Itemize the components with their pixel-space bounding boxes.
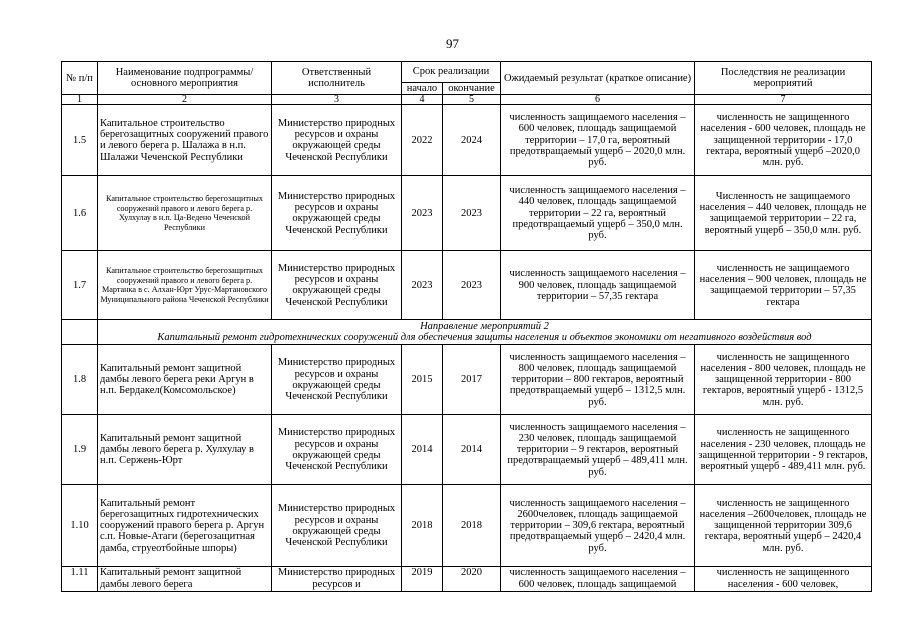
row-start: 2023 bbox=[402, 251, 443, 320]
row-start: 2023 bbox=[402, 176, 443, 251]
row-consequences: численность не защищенного населения - 600 человек, площадь не защищенной территории - 17,0 гектара, вероятный ущерб –2020,0 млн. руб. bbox=[695, 105, 872, 176]
table-row bbox=[62, 345, 872, 415]
row-result: численность защищаемого населения – 600 человек, площадь защищаемой bbox=[501, 567, 695, 592]
section-heading-cell bbox=[98, 320, 872, 345]
row-start: 2018 bbox=[402, 485, 443, 567]
row-num: 1.9 bbox=[62, 415, 98, 485]
header-num: № п/п bbox=[62, 62, 98, 95]
row-end: 2023 bbox=[443, 251, 501, 320]
row-end: 2020 bbox=[443, 567, 501, 592]
row-executor: Министерство природных ресурсов и охраны окружающей среды Чеченской Республики bbox=[272, 345, 402, 415]
column-index: 1 bbox=[62, 95, 98, 105]
column-index: 4 bbox=[402, 95, 443, 105]
row-end: 2017 bbox=[443, 345, 501, 415]
row-executor: Министерство природных ресурсов и охраны окружающей среды Чеченской Республики bbox=[272, 415, 402, 485]
table-row bbox=[62, 105, 872, 176]
row-num: 1.5 bbox=[62, 105, 98, 176]
row-name: Капитальный ремонт защитной дамбы левого берега bbox=[98, 567, 272, 592]
column-index: 5 bbox=[443, 95, 501, 105]
row-result: численность защищаемого населения – 440 человек, площадь защищаемой территории – 22 га, вероятный предотвращаемый ущерб – 350,0 млн. руб. bbox=[501, 176, 695, 251]
row-num: 1.10 bbox=[62, 485, 98, 567]
section-row bbox=[62, 320, 872, 345]
header-period: Срок реализации bbox=[402, 62, 501, 83]
row-name: Капитальное строительство берегозащитных сооружений правого и левого берега р. Шалажа в н.п. Шалажи Чеченской Республики bbox=[98, 105, 272, 176]
row-consequences: численность не защищенного населения - 230 человек, площадь не защищенной территории - 9 гектаров, вероятный ущерб - 489,411 млн. руб. bbox=[695, 415, 872, 485]
row-start: 2022 bbox=[402, 105, 443, 176]
row-name: Капитальное строительство берегозащитных сооружений правого и левого берега р. Хулхулау в н.п. Ца-Ведено Чеченской Республики bbox=[98, 176, 272, 251]
row-start: 2014 bbox=[402, 415, 443, 485]
column-index: 6 bbox=[501, 95, 695, 105]
row-result: численность защищаемого населения – 600 человек, площадь защищаемой территории – 17,0 га, вероятный предотвращаемый ущерб – 2020,0 млн. руб. bbox=[501, 105, 695, 176]
section-subtitle: Капитальный ремонт гидротехнических сооружений для обеспечения защиты населения и объектов экономики от негативного воздействия вод bbox=[157, 332, 812, 344]
row-num: 1.11 bbox=[62, 567, 98, 592]
header-consequences: Последствия не реализации мероприятий bbox=[695, 62, 872, 95]
row-num: 1.8 bbox=[62, 345, 98, 415]
row-executor: Министерство природных ресурсов и bbox=[272, 567, 402, 592]
header-executor: Ответственный исполнитель bbox=[272, 62, 402, 95]
header-result: Ожидаемый результат (краткое описание) bbox=[501, 62, 695, 95]
column-index: 7 bbox=[695, 95, 872, 105]
table-row bbox=[62, 415, 872, 485]
programme-table bbox=[61, 61, 872, 592]
row-num: 1.6 bbox=[62, 176, 98, 251]
row-end: 2024 bbox=[443, 105, 501, 176]
row-start: 2015 bbox=[402, 345, 443, 415]
row-consequences: численность не защищаемого населения – 900 человек, площадь не защищаемой территории – 57,35 гектара bbox=[695, 251, 872, 320]
table-row bbox=[62, 485, 872, 567]
row-end: 2023 bbox=[443, 176, 501, 251]
row-consequences: Численность не защищаемого населения – 440 человек, площадь не защищаемой территории – 22 га, вероятный ущерб – 350,0 млн. руб. bbox=[695, 176, 872, 251]
table-row bbox=[62, 251, 872, 320]
row-name: Капитальное строительство берегозащитных сооружений правого и левого берега р. Мартанка в с. Алхан-Юрт Урус-Мартановского Муниципального района Чеченской Республики bbox=[98, 251, 272, 320]
row-name: Капитальный ремонт берегозащитных гидротехнических сооружений правого берега р. Аргун с.п. Новые-Атаги (берегозащитная дамба, струеотбойные шпоры) bbox=[98, 485, 272, 567]
table-row bbox=[62, 567, 872, 592]
section-empty-cell bbox=[62, 320, 98, 345]
row-result: численность защищаемого населения – 2600человек, площадь защищаемой территории – 309,6 гектара, вероятный предотвращаемый ущерб – 2420,4 млн. руб. bbox=[501, 485, 695, 567]
column-index-row bbox=[62, 95, 872, 105]
section-title: Направление мероприятий 2 bbox=[420, 321, 549, 332]
row-result: численность защищаемого населения – 900 человек, площадь защищаемой территории – 57,35 гектара bbox=[501, 251, 695, 320]
page-number: 97 bbox=[446, 36, 459, 51]
column-index: 2 bbox=[98, 95, 272, 105]
row-executor: Министерство природных ресурсов и охраны окружающей среды Чеченской Республики bbox=[272, 105, 402, 176]
row-name: Капитальный ремонт защитной дамбы левого берега реки Аргун в н.п. Бердакел(Комсомольское) bbox=[98, 345, 272, 415]
row-consequences: численность не защищенного населения –2600человек, площадь не защищенной территории 309,6 гектара, вероятный ущерб – 2420,4 млн. руб. bbox=[695, 485, 872, 567]
header-start: начало bbox=[402, 83, 443, 95]
row-executor: Министерство природных ресурсов и охраны окружающей среды Чеченской Республики bbox=[272, 251, 402, 320]
header-name: Наименование подпрограммы/ основного мероприятия bbox=[98, 62, 272, 95]
header-row bbox=[62, 62, 872, 83]
header-end: окончание bbox=[443, 83, 501, 95]
row-num: 1.7 bbox=[62, 251, 98, 320]
row-name: Капитальный ремонт защитной дамбы левого берега р. Хулхулау в н.п. Сержень-Юрт bbox=[98, 415, 272, 485]
column-index: 3 bbox=[272, 95, 402, 105]
row-consequences: численность не защищенного населения - 800 человек, площадь не защищенной территории - 800 гектаров, вероятный ущерб - 1312,5 млн. руб. bbox=[695, 345, 872, 415]
table-row bbox=[62, 176, 872, 251]
row-consequences: численность не защищенного населения - 600 человек, bbox=[695, 567, 872, 592]
row-result: численность защищаемого населения – 230 человек, площадь защищаемой территории – 9 гектаров, вероятный предотвращаемый ущерб – 489,411 млн. руб. bbox=[501, 415, 695, 485]
row-executor: Министерство природных ресурсов и охраны окружающей среды Чеченской Республики bbox=[272, 176, 402, 251]
row-end: 2014 bbox=[443, 415, 501, 485]
row-result: численность защищаемого населения – 800 человек, площадь защищаемой территории – 800 гектаров, вероятный предотвращаемый ущерб – 1312,5 млн. руб. bbox=[501, 345, 695, 415]
row-executor: Министерство природных ресурсов и охраны окружающей среды Чеченской Республики bbox=[272, 485, 402, 567]
row-end: 2018 bbox=[443, 485, 501, 567]
row-start: 2019 bbox=[402, 567, 443, 592]
